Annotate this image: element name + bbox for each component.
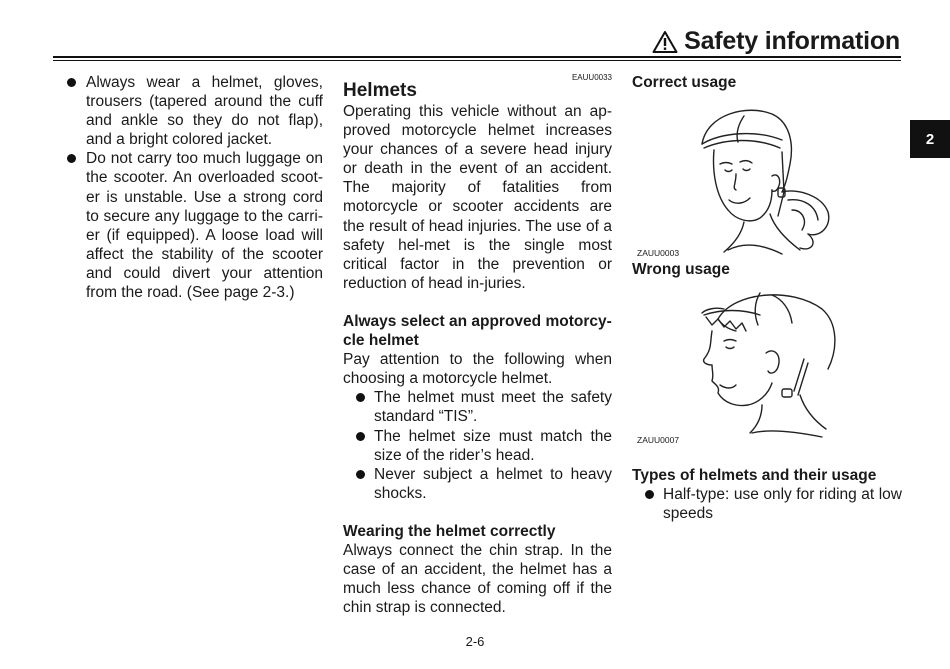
helmet-wrong-illustration: [632, 279, 902, 447]
list-item: Half-type: use only for riding at low speeds: [644, 485, 902, 523]
subsection-title: Types of helmets and their usage: [632, 467, 877, 485]
header-rule-thin: [53, 60, 901, 61]
section-intro: Operating this vehicle without an ap-proved motorcycle helmet increases your chances of a severe head injury or death in the event of an accident. The majority of fatalities from motorcycle or scooter accidents are the result of head injuries. The use of a safety hel-met is the single most critical factor in the prevention or reduction of head in-juries.: [343, 103, 612, 292]
page-header-title: [652, 27, 900, 56]
figure-correct-usage: [632, 92, 902, 260]
header-title-text: Safety information: [684, 27, 900, 55]
subsection-text: Pay attention to the following when choosing a motorcycle helmet.: [343, 351, 612, 388]
list-item: Always wear a helmet, gloves, trousers (tapered around the cuff and ankle so they do not flap), and a bright colored jacket.: [66, 73, 323, 149]
helmet-correct-illustration: [632, 92, 902, 260]
list-item: The helmet size must match the size of the rider’s head.: [355, 427, 612, 465]
list-item: The helmet must meet the safety standard “TIS”.: [355, 388, 612, 426]
list-item: Do not carry too much luggage on the scooter. An overloaded scoot-er is unstable. Use a strong cord to secure any luggage to the carri-er (if equipped). A loose load will affect the stability of the scooter and could divert your attention from the road. (See page 2-3.): [66, 149, 323, 302]
section-title: Helmets: [343, 80, 417, 101]
subsection-list: [355, 388, 612, 503]
column-left: [66, 73, 323, 302]
figure-title: Correct usage: [632, 74, 737, 91]
column-right: [632, 73, 902, 523]
page-number: 2-6: [465, 634, 485, 649]
chapter-tab[interactable]: [910, 120, 950, 158]
figure-title: Wrong usage: [632, 261, 730, 279]
section-code: EAUU0033: [571, 73, 612, 82]
subsection-text: Always connect the chin strap. In the case of an accident, the helmet has a much less chance of coming off if the chin strap is connected.: [343, 541, 612, 617]
subsection-list: [644, 485, 902, 523]
header-rule-thick: [53, 56, 901, 58]
chapter-tab-label: 2: [925, 130, 935, 148]
figure-code: ZAUU0003: [637, 248, 680, 259]
subsection-title: Wearing the helmet correctly: [343, 522, 556, 540]
figure-code: ZAUU0007: [637, 435, 680, 446]
column-middle: [343, 73, 612, 617]
list-item: Never subject a helmet to heavy shocks.: [355, 465, 612, 503]
figure-wrong-usage: [632, 279, 902, 447]
subsection-title: Always select an approved motorcy-cle helmet: [343, 312, 612, 350]
warning-triangle-icon: [652, 30, 678, 54]
